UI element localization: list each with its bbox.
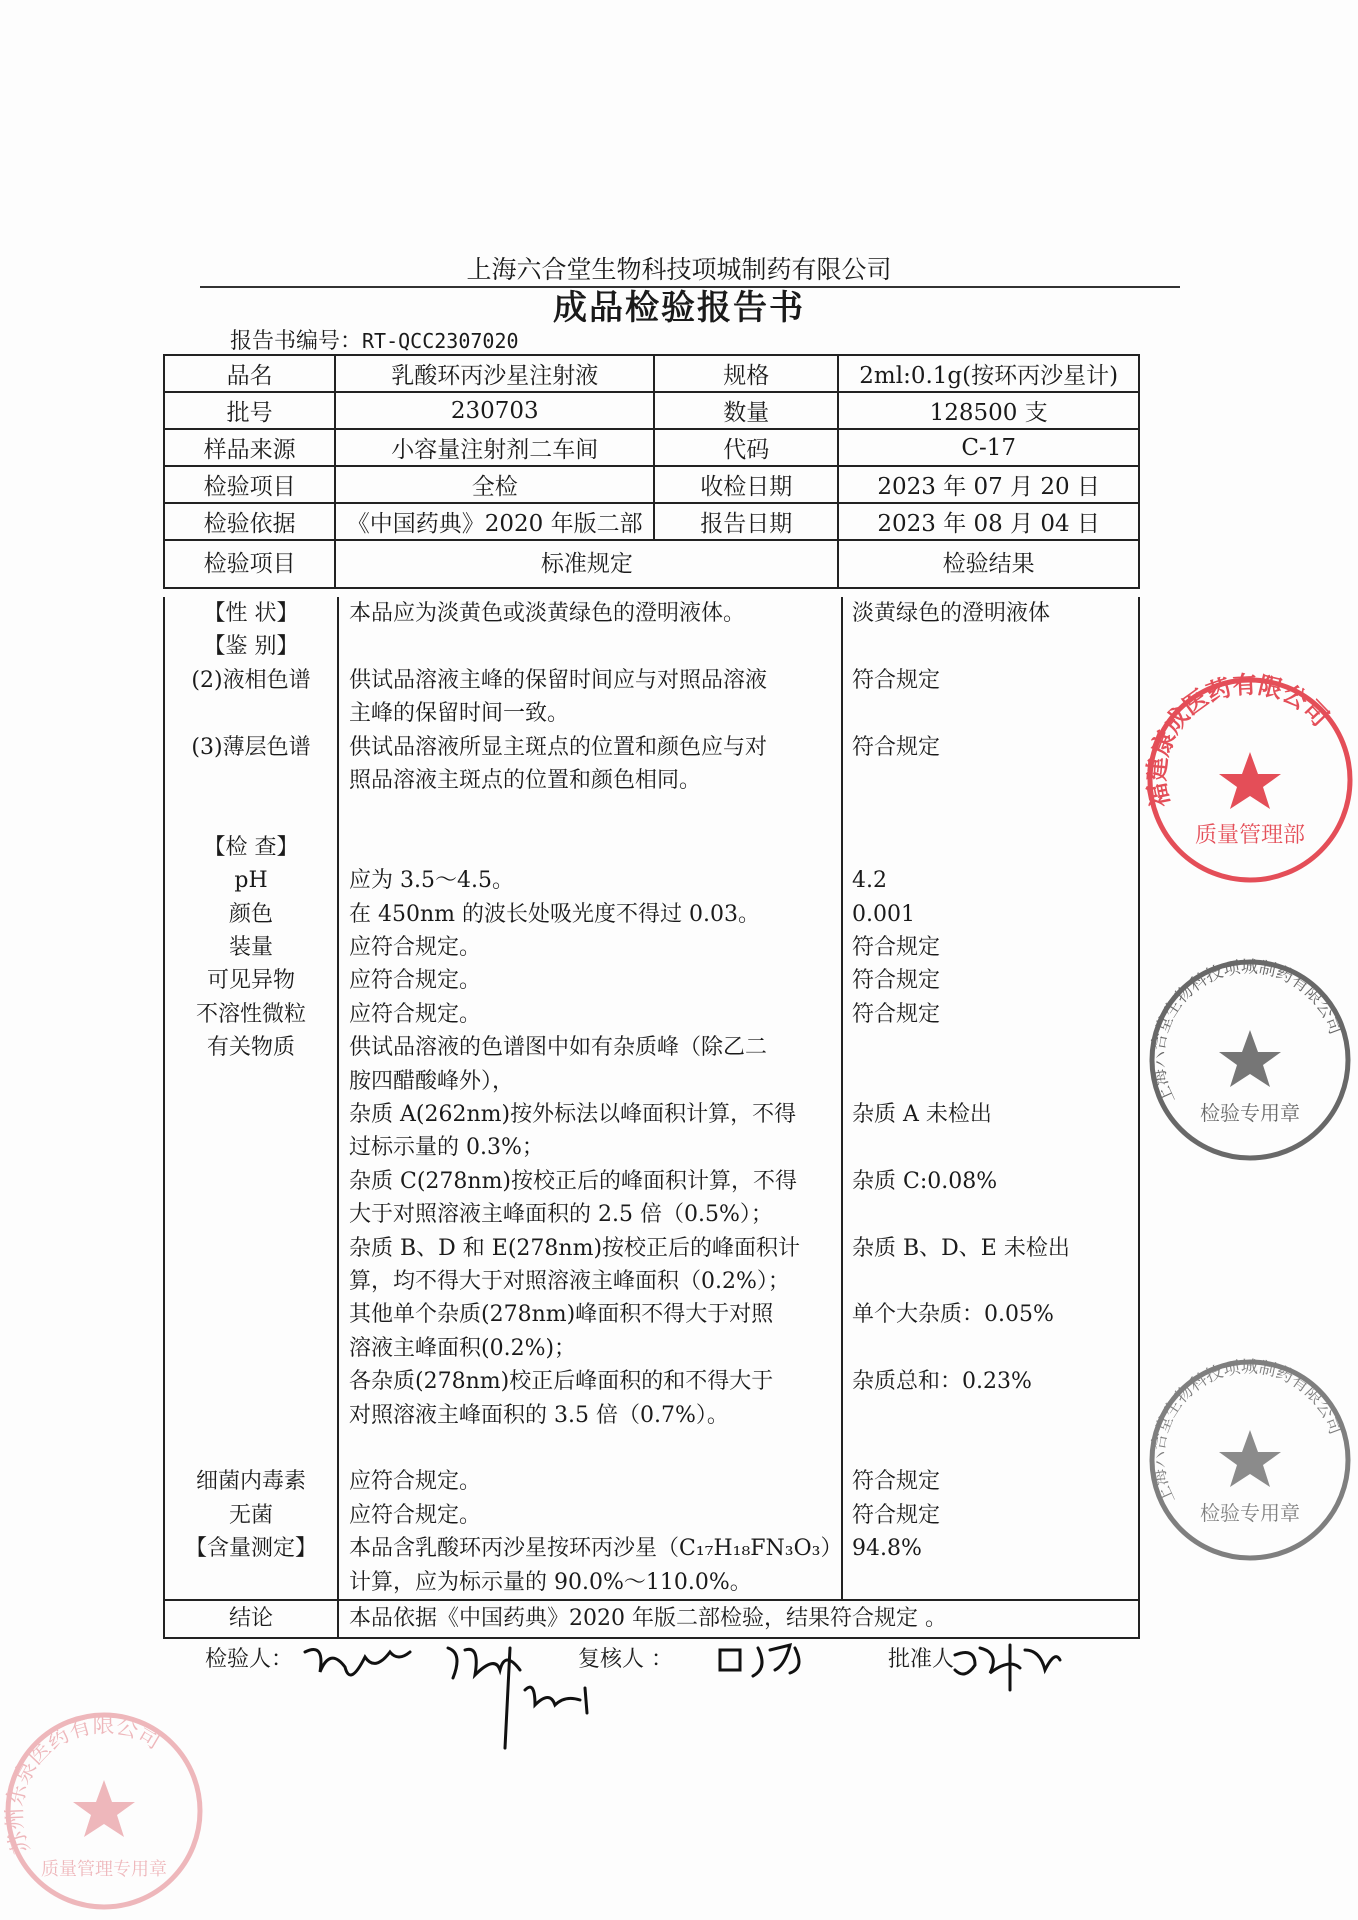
standard-line: 应符合规定。 bbox=[349, 1502, 482, 1528]
standard-line: 在 450nm 的波长处吸光度不得过 0.03。 bbox=[349, 901, 760, 927]
test-result: 符合规定 bbox=[852, 1001, 941, 1027]
test-item: 可见异物 bbox=[206, 968, 295, 994]
label-source: 样品来源 bbox=[164, 429, 335, 466]
test-result: 符合规定 bbox=[852, 1502, 941, 1528]
column-divider bbox=[337, 1601, 339, 1637]
conclusion-row bbox=[163, 1599, 1140, 1639]
column-divider bbox=[841, 597, 843, 1599]
standard-line: 胺四醋酸峰外）， bbox=[349, 1068, 515, 1094]
test-result: 杂质总和：0.23% bbox=[852, 1369, 1032, 1395]
col-header-item: 检验项目 bbox=[164, 540, 335, 588]
red-stamp bbox=[1142, 670, 1350, 880]
gray-stamp-2-star-icon bbox=[1219, 1430, 1281, 1487]
info-row bbox=[164, 355, 1139, 392]
svg-text:上海六合堂生物科技项城制药有限公司 bbox=[1148, 1358, 1345, 1507]
standard-line: 本品含乳酸环丙沙星按环丙沙星（C₁₇H₁₈FN₃O₃） bbox=[349, 1536, 843, 1562]
test-item: pH bbox=[234, 868, 268, 894]
info-table bbox=[163, 354, 1140, 589]
pink-stamp-text: 苏州东泉医药有限公司 bbox=[2, 1713, 165, 1857]
standard-line: 杂质 C(278nm)按校正后的峰面积计算，不得 bbox=[349, 1168, 798, 1194]
standard-line: 照品溶液主斑点的位置和颜色相同。 bbox=[349, 768, 702, 793]
label-receive-date: 收检日期 bbox=[654, 466, 838, 503]
standard-line: 对照溶液主峰面积的 3.5 倍（0.7%）。 bbox=[349, 1402, 729, 1428]
label-product-name: 品名 bbox=[164, 355, 335, 392]
svg-text:上海六合堂生物科技项城制药有限公司 bbox=[1148, 958, 1345, 1107]
approver-label: 批准人 bbox=[888, 1647, 955, 1672]
code: C-17 bbox=[838, 429, 1139, 466]
standard-line: 计算，应为标示量的 90.0%～110.0%。 bbox=[349, 1569, 752, 1595]
standard-line: 供试品溶液的色谱图中如有杂质峰（除乙二 bbox=[349, 1035, 768, 1061]
standard-line: 过标示量的 0.3%； bbox=[349, 1135, 544, 1161]
test-item: (2)液相色谱 bbox=[191, 667, 311, 693]
product-name: 乳酸环丙沙星注射液 bbox=[335, 355, 654, 392]
standard-line: 应符合规定。 bbox=[349, 968, 482, 994]
test-result: 杂质 C:0.08% bbox=[852, 1168, 998, 1194]
test-result: 单个大杂质：0.05% bbox=[852, 1302, 1054, 1328]
signature-reviewer bbox=[720, 1645, 799, 1676]
test-item: (3)薄层色谱 bbox=[191, 734, 311, 760]
batch: 230703 bbox=[335, 392, 654, 429]
reviewer-label: 复核人 ： bbox=[578, 1647, 673, 1672]
info-row bbox=[164, 429, 1139, 466]
conclusion-text: 本品依据《中国药典》2020 年版二部检验，结果符合规定 。 bbox=[349, 1606, 947, 1631]
red-stamp-sub: 质量管理部 bbox=[1194, 823, 1306, 848]
test-result: 符合规定 bbox=[852, 734, 941, 760]
standard-line: 杂质 A(262nm)按外标法以峰面积计算，不得 bbox=[349, 1102, 797, 1127]
results-body bbox=[163, 597, 1140, 1601]
info-row bbox=[164, 503, 1139, 540]
test-result: 符合规定 bbox=[852, 935, 941, 960]
signature-inspector-1 bbox=[305, 1650, 410, 1676]
column-header-row bbox=[164, 540, 1139, 588]
col-header-result: 检验结果 bbox=[838, 540, 1139, 588]
label-code: 代码 bbox=[654, 429, 838, 466]
standard-line: 主峰的保留时间一致。 bbox=[349, 701, 570, 727]
basis: 《中国药典》2020 年版二部 bbox=[335, 503, 654, 540]
info-row bbox=[164, 466, 1139, 503]
test-item: 【含量测定】 bbox=[184, 1536, 317, 1562]
label-basis: 检验依据 bbox=[164, 503, 335, 540]
standard-line: 其他单个杂质(278nm)峰面积不得大于对照 bbox=[349, 1302, 774, 1328]
test-result: 杂质 B、D、E 未检出 bbox=[852, 1235, 1070, 1261]
test-scope: 全检 bbox=[335, 466, 654, 503]
standard-line: 溶液主峰面积(0.2%)； bbox=[349, 1335, 577, 1361]
standard-line: 本品应为淡黄色或淡黄绿色的澄明液体。 bbox=[349, 601, 746, 626]
column-divider bbox=[337, 597, 339, 1599]
gray-stamp-1-text: 上海六合堂生物科技项城制药有限公司 bbox=[1148, 957, 1346, 1107]
test-item: 不溶性微粒 bbox=[195, 1001, 306, 1027]
label-test-scope: 检验项目 bbox=[164, 466, 335, 503]
signature-inspector-2 bbox=[448, 1648, 520, 1748]
test-item: 【性 状】 bbox=[203, 601, 299, 626]
col-header-standard: 标准规定 bbox=[335, 540, 838, 588]
report-date: 2023 年 08 月 04 日 bbox=[838, 503, 1139, 540]
svg-text:苏州东泉医药有限公司 bbox=[3, 1713, 165, 1856]
standard-line: 应符合规定。 bbox=[349, 935, 482, 960]
standard-line: 杂质 B、D 和 E(278nm)按校正后的峰面积计 bbox=[349, 1235, 801, 1261]
signature-inspector-3 bbox=[525, 1687, 587, 1713]
spec: 2ml:0.1g(按环丙沙星计) bbox=[838, 355, 1139, 392]
svg-text:福建康成医药有限公司 bbox=[1142, 670, 1335, 810]
gray-stamp-2-text: 上海六合堂生物科技项城制药有限公司 bbox=[1148, 1357, 1346, 1507]
test-item: 【检 查】 bbox=[203, 834, 299, 860]
info-row bbox=[164, 392, 1139, 429]
gray-stamp-2 bbox=[1148, 1358, 1348, 1558]
test-result: 94.8% bbox=[852, 1536, 922, 1562]
quantity: 128500 支 bbox=[838, 392, 1139, 429]
company-name: 上海六合堂生物科技项城制药有限公司 bbox=[466, 255, 892, 284]
label-quantity: 数量 bbox=[654, 392, 838, 429]
pink-stamp bbox=[3, 1713, 200, 1907]
test-result: 淡黄绿色的澄明液体 bbox=[852, 601, 1051, 626]
test-result: 0.001 bbox=[852, 901, 915, 927]
red-stamp-star-icon bbox=[1219, 752, 1281, 809]
standard-line: 供试品溶液主峰的保留时间应与对照品溶液 bbox=[349, 667, 768, 693]
gray-stamp-1-star-icon bbox=[1219, 1030, 1281, 1087]
standard-line: 各杂质(278nm)校正后峰面积的和不得大于 bbox=[349, 1369, 774, 1395]
test-item: 【鉴 别】 bbox=[203, 634, 299, 660]
document-title: 成品检验报告书 bbox=[553, 288, 805, 328]
standard-line: 大于对照溶液主峰面积的 2.5 倍（0.5%）； bbox=[349, 1202, 773, 1228]
standard-line: 应符合规定。 bbox=[349, 1469, 482, 1495]
pink-stamp-sub: 质量管理专用章 bbox=[41, 1859, 167, 1880]
conclusion-label: 结论 bbox=[228, 1606, 273, 1631]
pink-stamp-star-icon bbox=[73, 1780, 135, 1837]
label-report-date: 报告日期 bbox=[654, 503, 838, 540]
standard-line: 应符合规定。 bbox=[349, 1001, 482, 1027]
test-result: 符合规定 bbox=[852, 968, 941, 994]
label-spec: 规格 bbox=[654, 355, 838, 392]
inspector-label: 检验人： bbox=[205, 1647, 294, 1672]
receive-date: 2023 年 07 月 20 日 bbox=[838, 466, 1139, 503]
report-number-label: 报告书编号： bbox=[230, 329, 363, 354]
test-item: 有关物质 bbox=[206, 1035, 295, 1061]
gray-stamp-2-sub: 检验专用章 bbox=[1200, 1501, 1300, 1525]
report-number bbox=[230, 324, 519, 355]
test-result: 4.2 bbox=[852, 868, 887, 894]
gray-stamp-1 bbox=[1148, 958, 1348, 1158]
test-result: 符合规定 bbox=[852, 667, 941, 693]
test-result: 杂质 A 未检出 bbox=[852, 1102, 992, 1127]
report-number-value: RT-QCC2307020 bbox=[362, 329, 519, 353]
signature-approver bbox=[955, 1645, 1060, 1690]
gray-stamp-1-sub: 检验专用章 bbox=[1200, 1101, 1300, 1125]
test-item: 颜色 bbox=[228, 901, 273, 927]
test-item: 装量 bbox=[228, 935, 273, 960]
source: 小容量注射剂二车间 bbox=[335, 429, 654, 466]
standard-line: 供试品溶液所显主斑点的位置和颜色应与对 bbox=[349, 734, 768, 760]
test-result: 符合规定 bbox=[852, 1469, 941, 1495]
standard-line: 算，均不得大于对照溶液主峰面积（0.2%）； bbox=[349, 1269, 790, 1294]
test-item: 无菌 bbox=[228, 1502, 273, 1528]
test-item: 细菌内毒素 bbox=[195, 1469, 306, 1495]
label-batch: 批号 bbox=[164, 392, 335, 429]
standard-line: 应为 3.5～4.5。 bbox=[349, 868, 514, 894]
red-stamp-text: 福建康成医药有限公司 bbox=[1141, 669, 1335, 810]
